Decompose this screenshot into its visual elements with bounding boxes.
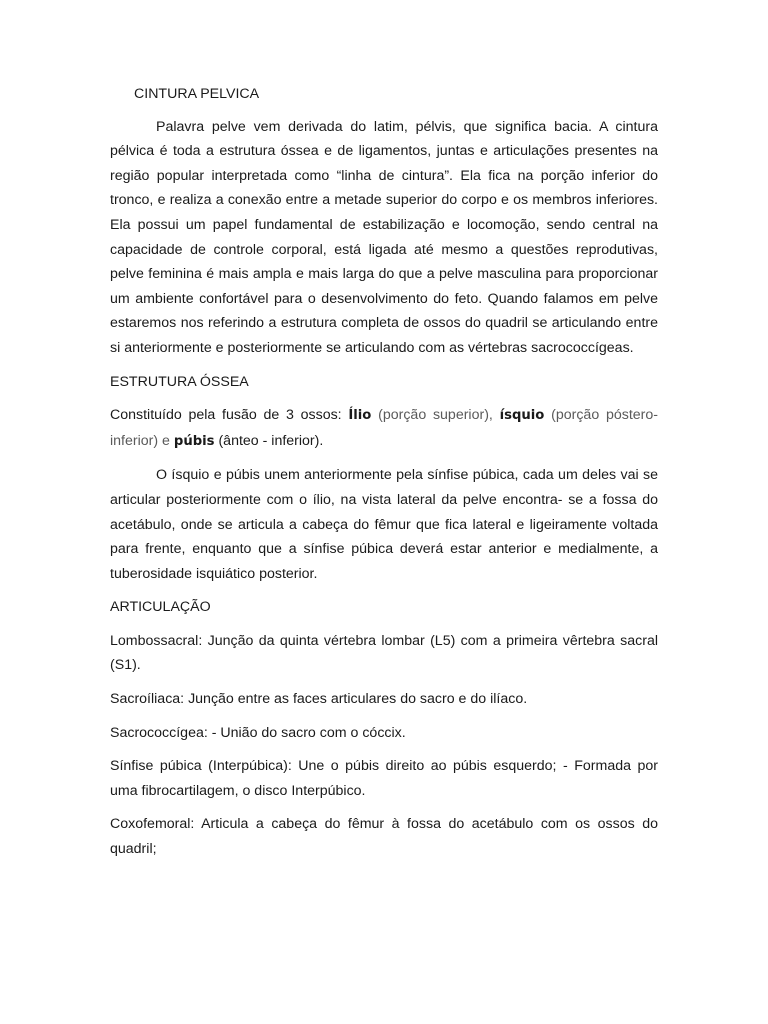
term-isquio: ísquio — [499, 408, 545, 424]
bone-fusion-lead: Constituído pela fusão de 3 ossos: — [110, 407, 349, 424]
document-title: CINTURA PELVICA — [134, 86, 260, 102]
section-heading-bone-structure: ESTRUTURA ÓSSEA — [110, 373, 249, 390]
term-isquio-desc: (porção póstero-inferior) e — [110, 407, 658, 449]
term-ilio: Ílio — [348, 408, 372, 424]
intro-paragraph: Palavra pelve vem derivada do latim, pélvis, que significa bacia. A cintura pélvica é toda a estrutura óssea e de ligamentos, juntas e articulações presentes na região popular interpretada como “linha de cintura”. Ela fica na porção inferior do tronco, e realiza a conexão entre a metade superior do corpo e os membros inferiores. Ela possui um papel fundamental de estabilização e locomoção, sendo central na capacidade de controle corporal, está ligada até mesmo a questões reprodutivas, pelve feminina é mais ampla e mais larga do que a pelve masculina para proporcionar um ambiente confortável para o desenvolvimento do feto. Quando falamos em pelve estaremos nos referindo a estrutura completa de ossos do quadril se articulando entre si anteriormente e posteriormente se articulando com as vértebras sacrococcígeas. — [110, 118, 658, 356]
joint-item: Sacrococcígea: - União do sacro com o cóccix. — [110, 724, 406, 741]
joint-item: Sínfise púbica (Interpúbica): Une o púbis direito ao púbis esquerdo; - Formada por uma fibrocartilagem, o disco Interpúbico. — [110, 758, 658, 799]
document-page — [110, 82, 658, 871]
term-pubis: púbis — [173, 433, 215, 449]
section-heading-joints: ARTICULAÇÃO — [110, 599, 211, 616]
term-ilio-desc: (porção superior), — [371, 407, 500, 424]
joint-item: Lombossacral: Junção da quinta vértebra lombar (L5) com a primeira vêrtebra sacral (S1). — [110, 632, 658, 674]
joint-item: Coxofemoral: Articula a cabeça do fêmur à fossa do acetábulo com os ossos do quadril; — [110, 816, 658, 858]
term-pubis-desc: (ânteo - inferior). — [214, 432, 324, 449]
bone-fusion-paragraph — [110, 403, 658, 454]
joint-item: Sacroíliaca: Junção entre as faces articulares do sacro e do ilíaco. — [110, 691, 528, 708]
bone-structure-paragraph: O ísquio e púbis unem anteriormente pela sínfise púbica, cada um deles vai se articular posteriormente com o ílio, na vista lateral da pelve encontra- se a fossa do acetábulo, onde se articula a cabeça do fêmur que fica lateral e ligeiramente voltada para frente, enquanto que a sínfise púbica deverá estar anterior e medialmente, a tuberosidade isquiático posterior. — [110, 467, 658, 582]
